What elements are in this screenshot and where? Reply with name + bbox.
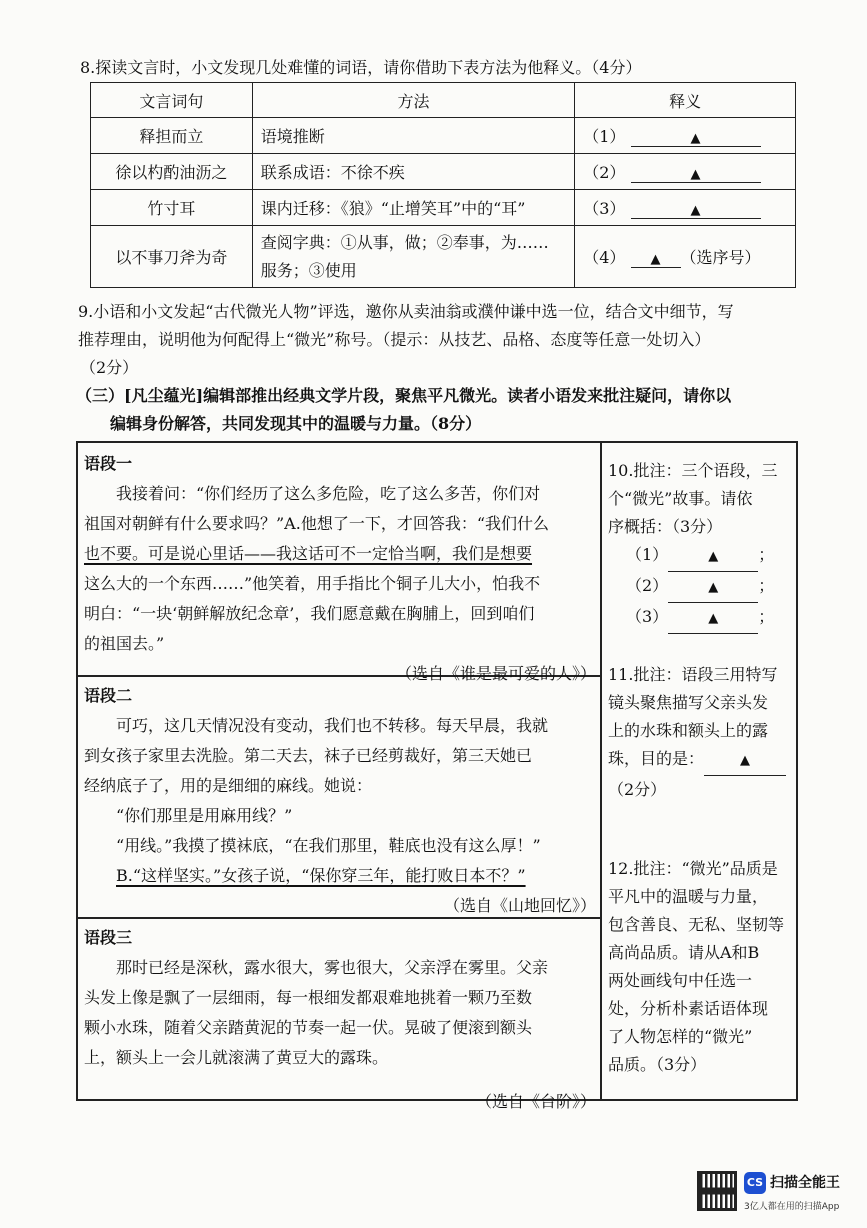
segment-line: 上，额头上一会儿就滚满了黄豆大的露珠。 [84,1048,389,1067]
vocab-table [90,82,796,288]
underlined-sentence-b: B.“这样坚实。”女孩子说，“保你穿三年，能打败日本不？” [116,866,526,885]
q10-line: 10.批注：三个语段，三 [608,461,778,480]
segment-line: “用线。”我摸了摸袜底，“在我们那里，鞋底也没有这么厚！” [116,836,541,855]
segment-line: 头发上像是飘了一层细雨，每一根细发都艰难地挑着一颗乃至数 [84,988,533,1007]
summary-item[interactable] [608,572,796,603]
meaning-cell[interactable] [575,118,796,154]
q12-line: 两处画线句中任选一 [608,971,753,990]
answer-blank[interactable] [631,163,761,183]
segment-three [84,923,596,1117]
method-cell: 语境推断 [252,118,574,154]
segment-line: 这么大的一个东西……”他笑着，用手指比个铜子儿大小，怕我不 [84,574,541,593]
segment-source: （选自《台阶》） [475,1092,596,1111]
separator: ； [758,545,775,564]
summary-item[interactable] [608,603,796,634]
section3-line2: 编辑身份解答，共同发现其中的温暖与力量。（8分） [110,414,482,433]
segment-title: 语段二 [84,686,133,705]
table-row [91,118,796,154]
header-meaning: 释义 [575,83,796,118]
summary-item[interactable] [608,541,796,572]
segment-line: 那时已经是深秋，露水很大，雾也很大，父亲浮在雾里。父亲 [116,958,549,977]
separator: ； [758,576,775,595]
vertical-divider [600,443,602,1099]
segment-title: 语段三 [84,928,133,947]
qr-code-icon [697,1171,737,1211]
answer-blank[interactable] [631,248,681,268]
table-row [91,226,796,288]
segment-line: 颗小水珠，随着父亲踏黄泥的节奏一起一伏。晃破了便滚到额头 [84,1018,533,1037]
method-cell: 联系成语：不徐不疾 [252,154,574,190]
phrase-cell: 以不事刀斧为奇 [91,226,253,288]
q12-line: 处，分析朴素话语体现 [608,999,769,1018]
meaning-cell[interactable] [575,154,796,190]
select-note: （选序号） [680,248,761,267]
segment-source: （选自《山地回忆》） [443,896,596,915]
camscanner-logo-icon: CS [744,1172,766,1194]
table-row [91,190,796,226]
header-method: 方法 [252,83,574,118]
segment-line: 明白：“一块‘朝鲜解放纪念章’，我们愿意戴在胸脯上，回到咱们 [84,604,535,623]
item-number: （4） [583,248,626,267]
segment-line: “你们那里是用麻用线？” [116,806,293,825]
method-cell: 课内迁移：《狼》“止增笑耳”中的“耳” [252,190,574,226]
item-number: （2） [626,576,669,595]
q11-answer-line[interactable] [608,745,796,776]
q10-line: 序概括：（3分） [608,517,723,536]
segment-title: 语段一 [84,454,133,473]
app-tagline: 3亿人都在用的扫描App [744,1202,840,1212]
triangle-marker: ▲ [690,167,701,182]
q11-score: （2分） [608,780,667,799]
answer-blank[interactable] [631,199,761,219]
header-phrase: 文言词句 [91,83,253,118]
q12-line: 了人物怎样的“微光” [608,1027,753,1046]
item-number: （3） [583,199,626,218]
segment-source: （选自《谁是最可爱的人》） [395,664,596,683]
segment-line: 的祖国去。” [84,634,165,653]
q8-prompt: 8.探读文言时，小文发现几处难懂的词语，请你借助下表方法为他释义。（4分） [80,58,642,77]
section3-line1: （三）[凡尘蕴光]编辑部推出经典文学片段，聚焦平凡微光。读者小语发来批注疑问，请你以 [76,386,732,405]
answer-blank[interactable] [668,541,758,572]
q11-line: 11.批注：语段三用特写 [608,665,778,684]
item-number: （2） [583,163,626,182]
q12-line: 12.批注：“微光”品质是 [608,859,778,878]
segment-line [84,509,596,539]
triangle-marker: ▲ [690,131,701,146]
segment-line: 可巧，这几天情况没有变动，我们也不转移。每天早晨，我就 [116,716,549,735]
q12-line: 品质。（3分） [608,1055,707,1074]
triangle-marker: ▲ [690,203,701,218]
table-row [91,154,796,190]
item-number: （1） [626,545,669,564]
answer-blank[interactable] [668,572,758,603]
method-line: 查阅字典：①从事，做；②奉事，为…… [260,232,549,252]
triangle-marker: ▲ [650,252,661,267]
method-line: 服务；③使用 [260,260,357,280]
segment-line: 经纳底子了，用的是细细的麻线。她说： [84,776,373,795]
q10-line: 个“微光”故事。请依 [608,489,753,508]
segment-two [84,681,596,921]
q12-line: 平凡中的温暖与力量， [608,887,769,906]
q11-line: 镜头聚焦描写父亲头发 [608,693,769,712]
triangle-marker: ▲ [708,580,719,595]
q9-line3: （2分） [80,358,139,377]
q12-line: 包含善良、无私、坚韧等 [608,915,785,934]
segment-line: 我接着问：“你们经历了这么多危险，吃了这么多苦，你们对 [116,484,541,503]
q12-line: 高尚品质。请从A和B [608,943,760,962]
reading-box [76,441,798,1111]
segment-text: 祖国对朝鲜有什么要求吗？”A.他想了一下，才回答我：“我们什么 [84,514,550,533]
separator: ； [758,607,775,626]
q11-line: 珠，目的是： [608,749,705,768]
triangle-marker: ▲ [708,549,719,564]
phrase-cell: 释担而立 [91,118,253,154]
q10-annotation [608,457,796,634]
underlined-sentence-a: 也不要。可是说心里话——我这话可不一定恰当啊，我们是想要 [84,544,533,563]
app-name: 扫描全能王 [770,1175,840,1191]
answer-blank[interactable] [631,127,761,147]
phrase-cell: 竹寸耳 [91,190,253,226]
answer-blank[interactable] [704,745,786,776]
meaning-cell[interactable] [575,226,796,288]
triangle-marker: ▲ [708,611,719,626]
q11-line: 上的水珠和额头上的露 [608,721,769,740]
segment-one [84,449,596,689]
vocab-table-header [91,83,796,118]
meaning-cell[interactable] [575,190,796,226]
answer-blank[interactable] [668,603,758,634]
q12-annotation [608,855,796,1079]
phrase-cell: 徐以杓酌油沥之 [91,154,253,190]
item-number: （3） [626,607,669,626]
method-cell [252,226,574,288]
q9-line2: 推荐理由，说明他为何配得上“微光”称号。（提示：从技艺、品格、态度等任意一处切入） [78,330,711,349]
q9-line1: 9.小语和小文发起“古代微光人物”评选，邀你从卖油翁或濮仲谦中选一位，结合文中细节，写 [78,302,734,321]
item-number: （1） [583,127,626,146]
q11-annotation [608,661,796,804]
segment-line: 到女孩子家里去洗脸。第二天去，袜子已经剪裁好，第三天她已 [84,746,533,765]
triangle-marker: ▲ [740,753,751,768]
